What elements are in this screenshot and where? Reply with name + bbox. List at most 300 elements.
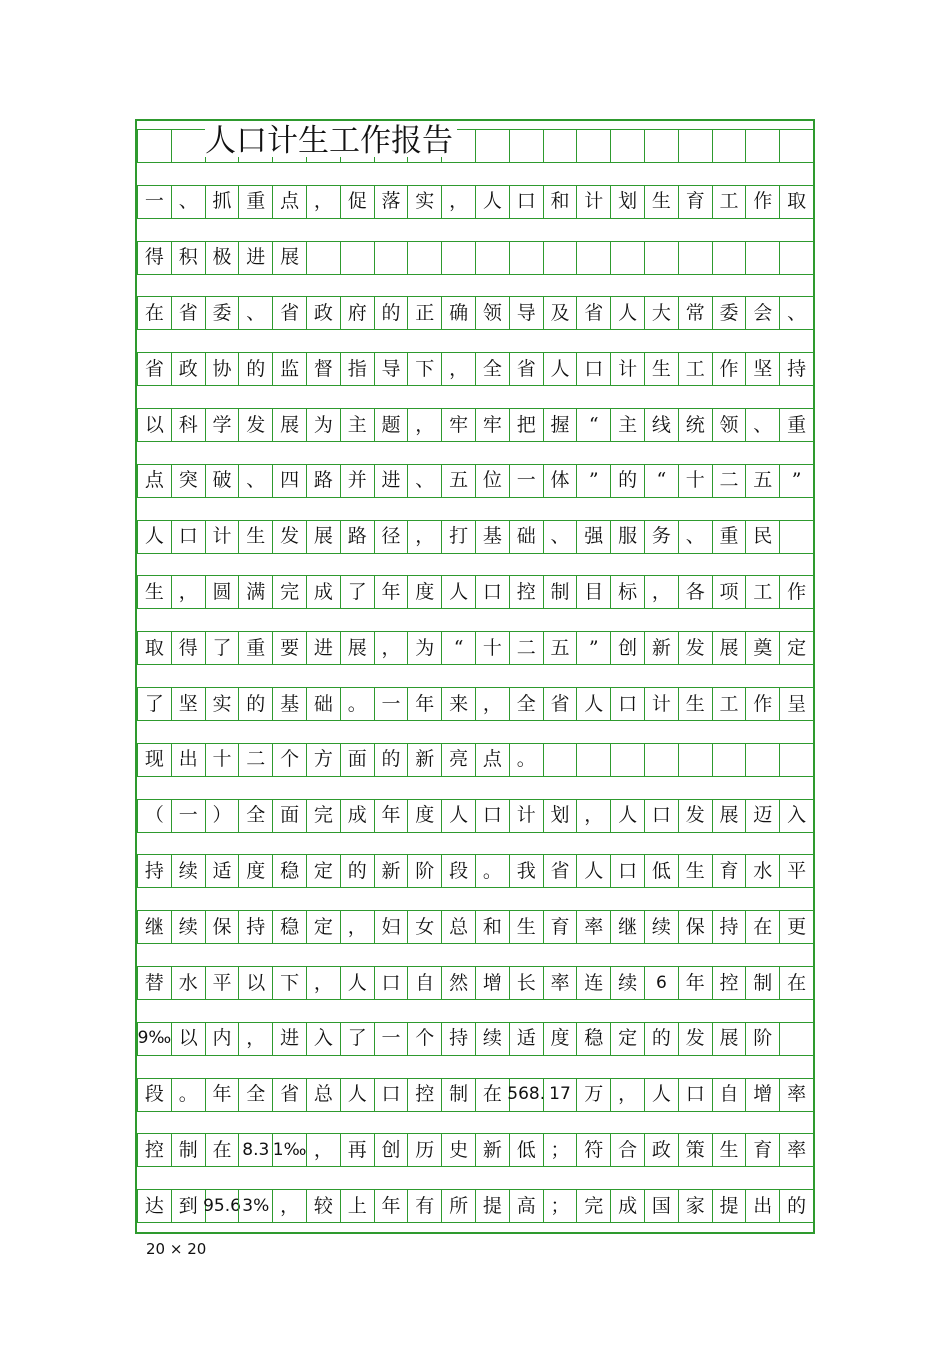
grid-cell: 创 <box>610 631 645 665</box>
grid-cell <box>306 241 341 275</box>
grid-cell: 进 <box>272 1022 307 1056</box>
grid-cell <box>712 129 747 163</box>
grid-cell: 口 <box>576 352 611 386</box>
grid-cell <box>745 743 780 777</box>
grid-cell: 上 <box>340 1189 375 1223</box>
grid-cell: ； <box>543 1189 578 1223</box>
grid-size-footer: 20 × 20 <box>146 1240 207 1258</box>
grid-cell: “ <box>441 631 476 665</box>
grid-cell: ； <box>543 1133 578 1167</box>
grid-cell: 。 <box>171 1078 206 1112</box>
grid-cell: 持 <box>137 854 172 888</box>
grid-cell: 续 <box>171 910 206 944</box>
grid-cell: 以 <box>137 408 172 442</box>
grid-cell: 率 <box>779 1133 814 1167</box>
grid-cell: 导 <box>509 296 544 330</box>
grid-cell: 积 <box>171 241 206 275</box>
grid-cell: 率 <box>543 966 578 1000</box>
grid-cell: ， <box>441 352 476 386</box>
grid-cell: 目 <box>576 575 611 609</box>
grid-cell: 、 <box>678 520 713 554</box>
grid-cell: 策 <box>678 1133 713 1167</box>
grid-cell: 作 <box>779 575 814 609</box>
grid-cell: 促 <box>340 185 375 219</box>
grid-cell: 进 <box>374 464 409 498</box>
grid-cell: 人 <box>441 799 476 833</box>
grid-cell: 工 <box>745 575 780 609</box>
grid-cell: 四 <box>272 464 307 498</box>
grid-cell: 口 <box>610 687 645 721</box>
grid-cell: （ <box>137 799 172 833</box>
grid-cell <box>779 743 814 777</box>
grid-cell: 进 <box>306 631 341 665</box>
grid-cell: 、 <box>238 464 273 498</box>
grid-cell: 划 <box>610 185 645 219</box>
grid-cell <box>441 241 476 275</box>
grid-cell: 展 <box>272 408 307 442</box>
grid-cell: 、 <box>779 296 814 330</box>
grid-cell: ， <box>238 1022 273 1056</box>
grid-cell <box>610 743 645 777</box>
grid-cell: 发 <box>238 408 273 442</box>
grid-cell: 的 <box>779 1189 814 1223</box>
grid-cell: 育 <box>745 1133 780 1167</box>
grid-cell: 、 <box>171 185 206 219</box>
grid-cell: 续 <box>644 910 679 944</box>
grid-cell: 稳 <box>272 910 307 944</box>
grid-cell: ， <box>475 687 510 721</box>
grid-cell: 的 <box>340 854 375 888</box>
grid-cell: 打 <box>441 520 476 554</box>
grid-cell: ” <box>576 631 611 665</box>
grid-cell: 了 <box>340 1022 375 1056</box>
grid-cell: 段 <box>441 854 476 888</box>
grid-cell: 五 <box>745 464 780 498</box>
grid-cell: 在 <box>779 966 814 1000</box>
grid-cell <box>543 743 578 777</box>
grid-cell: 督 <box>306 352 341 386</box>
grid-cell: 导 <box>374 352 409 386</box>
grid-cell: 阶 <box>745 1022 780 1056</box>
grid-cell: 强 <box>576 520 611 554</box>
grid-cell: 较 <box>306 1189 341 1223</box>
grid-cell: 展 <box>712 631 747 665</box>
grid-cell: 的 <box>644 1022 679 1056</box>
grid-cell: 保 <box>205 910 240 944</box>
grid-cell: 人 <box>475 185 510 219</box>
grid-cell: 的 <box>374 743 409 777</box>
grid-cell: 政 <box>644 1133 679 1167</box>
grid-cell: 工 <box>712 687 747 721</box>
grid-cell: 生 <box>137 575 172 609</box>
grid-cell: 划 <box>543 799 578 833</box>
grid-cell: 年 <box>374 799 409 833</box>
grid-cell: 年 <box>678 966 713 1000</box>
grid-cell: 重 <box>238 185 273 219</box>
grid-cell: 题 <box>374 408 409 442</box>
grid-cell: 出 <box>171 743 206 777</box>
grid-cell: 女 <box>407 910 442 944</box>
grid-cell: 口 <box>475 575 510 609</box>
grid-cell: 口 <box>171 520 206 554</box>
grid-cell: 十 <box>475 631 510 665</box>
grid-cell: 破 <box>205 464 240 498</box>
grid-cell: 、 <box>543 520 578 554</box>
grid-cell: 础 <box>306 687 341 721</box>
grid-cell: 万 <box>576 1078 611 1112</box>
grid-cell: 一 <box>509 464 544 498</box>
grid-cell <box>407 241 442 275</box>
grid-cell: 的 <box>238 687 273 721</box>
grid-cell: 制 <box>171 1133 206 1167</box>
grid-cell <box>644 743 679 777</box>
grid-cell: 。 <box>509 743 544 777</box>
grid-cell: 会 <box>745 296 780 330</box>
grid-cell <box>475 129 510 163</box>
grid-cell: 。 <box>340 687 375 721</box>
grid-cell: 长 <box>509 966 544 1000</box>
grid-cell: 统 <box>678 408 713 442</box>
grid-cell: 省 <box>272 1078 307 1112</box>
grid-cell <box>509 241 544 275</box>
grid-cell <box>779 1022 814 1056</box>
grid-cell: 重 <box>779 408 814 442</box>
grid-cell: 点 <box>272 185 307 219</box>
grid-cell <box>576 743 611 777</box>
grid-cell: 定 <box>610 1022 645 1056</box>
grid-cell: 并 <box>340 464 375 498</box>
grid-cell: 省 <box>137 352 172 386</box>
grid-cell: 满 <box>238 575 273 609</box>
grid-cell: ， <box>171 575 206 609</box>
grid-cell: ） <box>205 799 240 833</box>
grid-cell: 的 <box>238 352 273 386</box>
grid-cell <box>475 241 510 275</box>
grid-cell: 大 <box>644 296 679 330</box>
grid-cell: 保 <box>678 910 713 944</box>
grid-cell: 坚 <box>171 687 206 721</box>
grid-cell: 十 <box>678 464 713 498</box>
grid-cell <box>678 743 713 777</box>
grid-cell: 二 <box>712 464 747 498</box>
grid-cell: ， <box>644 575 679 609</box>
grid-cell: 续 <box>475 1022 510 1056</box>
grid-cell: 政 <box>171 352 206 386</box>
grid-cell: ， <box>272 1189 307 1223</box>
grid-cell: “ <box>576 408 611 442</box>
grid-cell: 主 <box>340 408 375 442</box>
grid-cell: 适 <box>509 1022 544 1056</box>
grid-cell: 、 <box>407 464 442 498</box>
grid-cell: 6 <box>644 966 679 1000</box>
grid-cell: 一 <box>137 185 172 219</box>
grid-cell: 生 <box>238 520 273 554</box>
grid-cell: ， <box>407 520 442 554</box>
grid-cell: 总 <box>306 1078 341 1112</box>
grid-cell: 的 <box>610 464 645 498</box>
grid-cell: 领 <box>712 408 747 442</box>
grid-cell: 把 <box>509 408 544 442</box>
grid-cell: 生 <box>644 352 679 386</box>
grid-cell: 和 <box>543 185 578 219</box>
grid-cell: 低 <box>509 1133 544 1167</box>
grid-cell: 发 <box>678 1022 713 1056</box>
grid-cell: 委 <box>205 296 240 330</box>
grid-cell: 落 <box>374 185 409 219</box>
grid-cell: 领 <box>475 296 510 330</box>
grid-cell: ， <box>576 799 611 833</box>
grid-cell: 定 <box>779 631 814 665</box>
grid-cell: 省 <box>171 296 206 330</box>
grid-cell: 度 <box>407 575 442 609</box>
grid-cell: 要 <box>272 631 307 665</box>
grid-cell: 568. <box>509 1078 544 1112</box>
grid-cell: 然 <box>441 966 476 1000</box>
grid-cell: 家 <box>678 1189 713 1223</box>
grid-cell: 确 <box>441 296 476 330</box>
grid-cell: 平 <box>779 854 814 888</box>
grid-cell: 发 <box>272 520 307 554</box>
grid-cell: 95.6 <box>205 1189 240 1223</box>
grid-cell: 展 <box>306 520 341 554</box>
grid-cell: ， <box>374 631 409 665</box>
grid-cell: 全 <box>238 1078 273 1112</box>
grid-cell: 现 <box>137 743 172 777</box>
grid-cell: 人 <box>576 687 611 721</box>
grid-cell: 成 <box>610 1189 645 1223</box>
grid-cell <box>576 241 611 275</box>
grid-cell: 奠 <box>745 631 780 665</box>
grid-cell: 再 <box>340 1133 375 1167</box>
grid-cell: 科 <box>171 408 206 442</box>
grid-cell: 口 <box>374 966 409 1000</box>
grid-cell: 在 <box>205 1133 240 1167</box>
grid-cell: 17 <box>543 1078 578 1112</box>
grid-cell: 的 <box>374 296 409 330</box>
grid-cell: 路 <box>340 520 375 554</box>
grid-cell: 连 <box>576 966 611 1000</box>
grid-cell: 年 <box>374 1189 409 1223</box>
grid-cell <box>644 241 679 275</box>
grid-cell: 圆 <box>205 575 240 609</box>
grid-cell: 人 <box>644 1078 679 1112</box>
grid-cell: 得 <box>171 631 206 665</box>
grid-cell: 达 <box>137 1189 172 1223</box>
grid-cell: 生 <box>678 687 713 721</box>
grid-cell: 8.3 <box>238 1133 273 1167</box>
grid-cell: “ <box>644 464 679 498</box>
grid-cell: 取 <box>137 631 172 665</box>
grid-cell: 新 <box>475 1133 510 1167</box>
grid-cell: 省 <box>543 854 578 888</box>
grid-cell: 点 <box>137 464 172 498</box>
grid-cell: 完 <box>272 575 307 609</box>
grid-cell <box>745 129 780 163</box>
grid-cell: 呈 <box>779 687 814 721</box>
grid-cell: 内 <box>205 1022 240 1056</box>
grid-cell: 了 <box>340 575 375 609</box>
grid-cell: 础 <box>509 520 544 554</box>
grid-cell: 主 <box>610 408 645 442</box>
grid-cell: 二 <box>509 631 544 665</box>
grid-cell: 、 <box>238 296 273 330</box>
grid-cell: 工 <box>712 185 747 219</box>
grid-cell: 五 <box>441 464 476 498</box>
grid-cell: 省 <box>272 296 307 330</box>
grid-cell: 口 <box>374 1078 409 1112</box>
grid-cell: 完 <box>576 1189 611 1223</box>
grid-cell: 路 <box>306 464 341 498</box>
grid-cell: 出 <box>745 1189 780 1223</box>
grid-cell: 全 <box>509 687 544 721</box>
grid-cell: 度 <box>543 1022 578 1056</box>
grid-cell: 府 <box>340 296 375 330</box>
grid-cell: 径 <box>374 520 409 554</box>
grid-cell: 迈 <box>745 799 780 833</box>
grid-cell: 体 <box>543 464 578 498</box>
grid-cell: 面 <box>340 743 375 777</box>
grid-cell: 高 <box>509 1189 544 1223</box>
grid-cell: 生 <box>712 1133 747 1167</box>
grid-cell: 为 <box>306 408 341 442</box>
grid-cell: 指 <box>340 352 375 386</box>
grid-cell <box>779 241 814 275</box>
grid-cell: 学 <box>205 408 240 442</box>
grid-cell: 继 <box>137 910 172 944</box>
grid-cell: 替 <box>137 966 172 1000</box>
grid-cell: 正 <box>407 296 442 330</box>
grid-cell <box>509 129 544 163</box>
grid-cell: 1‰ <box>272 1133 307 1167</box>
grid-cell <box>543 241 578 275</box>
grid-cell: 国 <box>644 1189 679 1223</box>
grid-cell: 水 <box>171 966 206 1000</box>
grid-cell: 发 <box>678 799 713 833</box>
grid-cell: 十 <box>205 743 240 777</box>
grid-cell: 二 <box>238 743 273 777</box>
grid-cell: 有 <box>407 1189 442 1223</box>
grid-cell: 续 <box>610 966 645 1000</box>
grid-cell: 定 <box>306 910 341 944</box>
grid-cell: 自 <box>407 966 442 1000</box>
grid-cell: 作 <box>745 185 780 219</box>
grid-cell: 和 <box>475 910 510 944</box>
grid-cell <box>779 129 814 163</box>
grid-cell: 重 <box>712 520 747 554</box>
grid-cell <box>610 129 645 163</box>
grid-cell: 妇 <box>374 910 409 944</box>
grid-cell: 了 <box>205 631 240 665</box>
grid-cell: 度 <box>238 854 273 888</box>
grid-cell: 计 <box>610 352 645 386</box>
grid-cell: ” <box>779 464 814 498</box>
grid-cell <box>712 743 747 777</box>
grid-cell: ” <box>576 464 611 498</box>
grid-cell: ， <box>306 1133 341 1167</box>
grid-cell: 得 <box>137 241 172 275</box>
grid-cell: 到 <box>171 1189 206 1223</box>
grid-cell: 控 <box>407 1078 442 1112</box>
grid-cell: 平 <box>205 966 240 1000</box>
grid-cell: 发 <box>678 631 713 665</box>
grid-cell: 人 <box>543 352 578 386</box>
grid-cell: 工 <box>678 352 713 386</box>
grid-cell: 项 <box>712 575 747 609</box>
grid-cell: 继 <box>610 910 645 944</box>
grid-cell: 3% <box>238 1189 273 1223</box>
grid-cell: 稳 <box>272 854 307 888</box>
grid-cell: 定 <box>306 854 341 888</box>
grid-cell: 入 <box>779 799 814 833</box>
grid-cell: 创 <box>374 1133 409 1167</box>
grid-cell: 突 <box>171 464 206 498</box>
grid-cell: 全 <box>475 352 510 386</box>
grid-cell: 控 <box>509 575 544 609</box>
grid-cell: 控 <box>712 966 747 1000</box>
grid-cell: 亮 <box>441 743 476 777</box>
grid-cell: ， <box>610 1078 645 1112</box>
grid-cell: 政 <box>306 296 341 330</box>
grid-cell: 在 <box>475 1078 510 1112</box>
grid-cell: 在 <box>137 296 172 330</box>
grid-cell: 展 <box>712 799 747 833</box>
grid-cell: 取 <box>779 185 814 219</box>
grid-cell <box>137 129 172 163</box>
grid-cell: 牢 <box>441 408 476 442</box>
grid-cell: 育 <box>543 910 578 944</box>
grid-cell <box>779 520 814 554</box>
grid-cell: 委 <box>712 296 747 330</box>
grid-cell: 监 <box>272 352 307 386</box>
grid-cell: 常 <box>678 296 713 330</box>
grid-cell: 口 <box>678 1078 713 1112</box>
grid-cell <box>543 129 578 163</box>
grid-cell: 面 <box>272 799 307 833</box>
grid-cell: 年 <box>407 687 442 721</box>
grid-cell: 人 <box>610 799 645 833</box>
grid-cell: 重 <box>238 631 273 665</box>
grid-cell: 省 <box>576 296 611 330</box>
grid-cell: 增 <box>745 1078 780 1112</box>
grid-cell: 历 <box>407 1133 442 1167</box>
grid-cell: 9‰ <box>137 1022 172 1056</box>
grid-cell: 省 <box>509 352 544 386</box>
grid-cell: 实 <box>205 687 240 721</box>
grid-cell: 抓 <box>205 185 240 219</box>
grid-cell: 提 <box>712 1189 747 1223</box>
grid-cell: 入 <box>306 1022 341 1056</box>
grid-cell: 段 <box>137 1078 172 1112</box>
grid-cell: 务 <box>644 520 679 554</box>
grid-cell: 口 <box>475 799 510 833</box>
grid-cell: 民 <box>745 520 780 554</box>
grid-cell: ， <box>306 966 341 1000</box>
grid-cell: 以 <box>238 966 273 1000</box>
grid-cell: 口 <box>644 799 679 833</box>
grid-cell <box>745 241 780 275</box>
grid-cell: 各 <box>678 575 713 609</box>
grid-cell: 握 <box>543 408 578 442</box>
grid-cell: 完 <box>306 799 341 833</box>
grid-cell: 协 <box>205 352 240 386</box>
grid-cell: 计 <box>644 687 679 721</box>
grid-cell: 人 <box>576 854 611 888</box>
grid-cell: 口 <box>509 185 544 219</box>
grid-cell: 计 <box>509 799 544 833</box>
grid-cell: 作 <box>712 352 747 386</box>
grid-cell: ， <box>340 910 375 944</box>
grid-cell: 制 <box>745 966 780 1000</box>
